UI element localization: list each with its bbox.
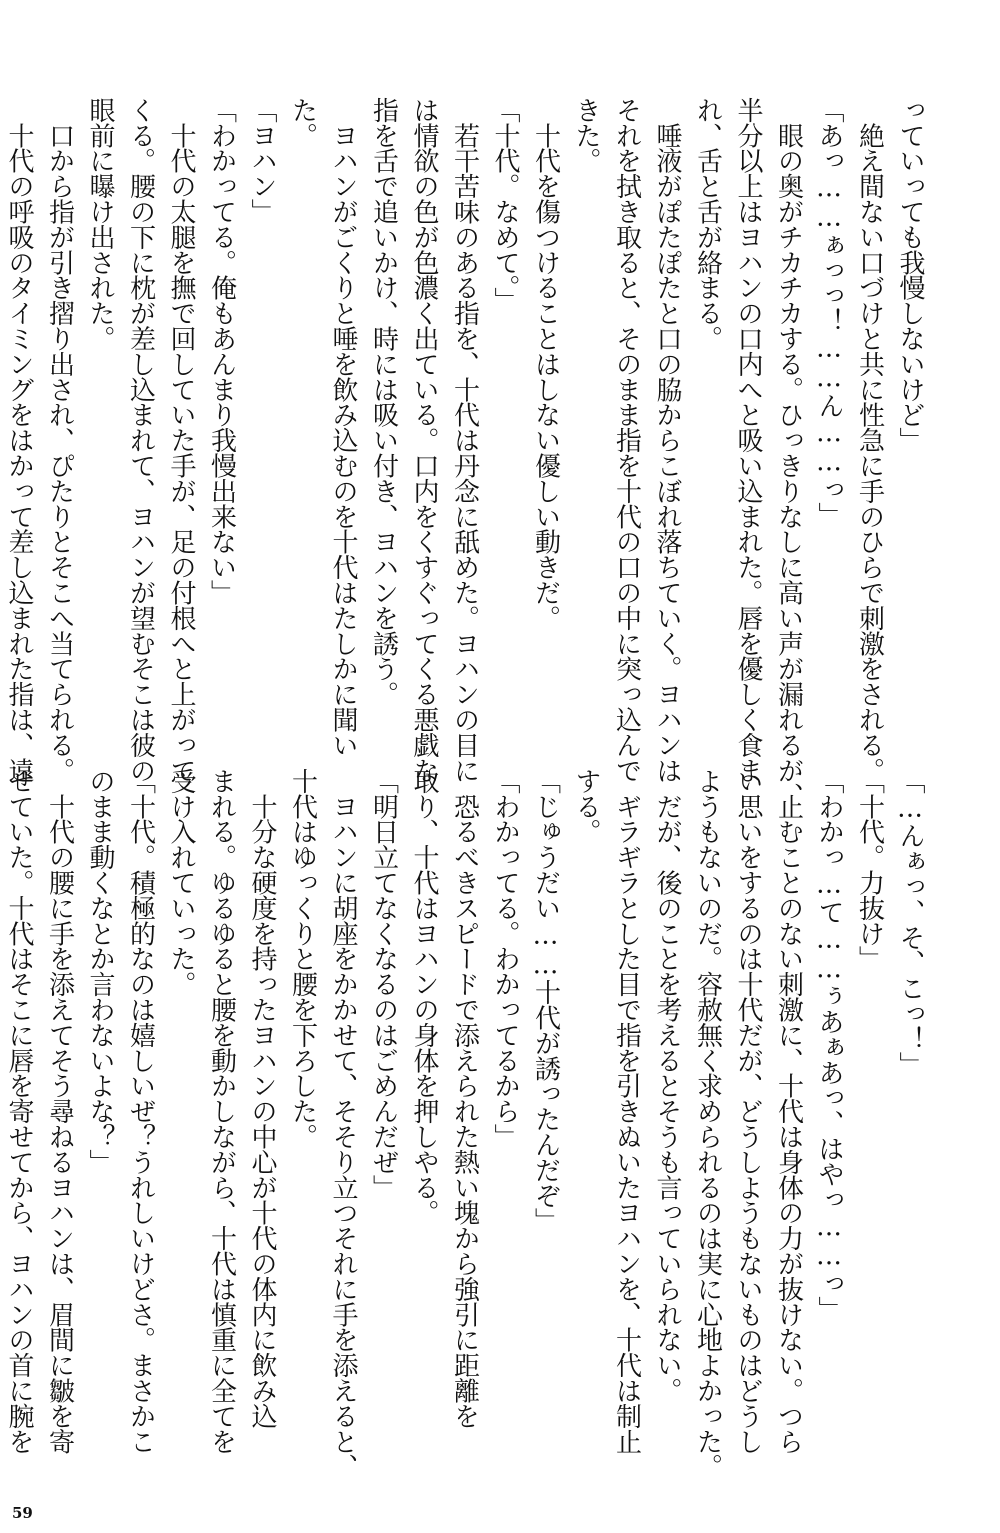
upper-text-block [0, 97, 930, 809]
text-line: っていっても我慢しないけど」 [895, 97, 925, 453]
text-line: くる。腰の下に枕が差し込まれて、ヨハンが望むそこは彼の [125, 97, 156, 783]
text-line: 十分な硬度を持ったヨハンの中心が十代の体内に飲み込 [247, 768, 277, 1429]
text-line: 「十代。積極的なのは嬉しいぜ？うれしいけどさ。まさかこ [125, 768, 156, 1454]
text-line: ヨハンに胡座をかかせて、そそり立つそれに手を添えると、 [328, 768, 358, 1480]
page-number: 59 [12, 1504, 33, 1522]
text-line: 「わかってる。わかってるから」 [490, 768, 520, 1150]
text-line: 唾液がぽたぽたと口の脇からこぼれ落ちていく。ヨハンは [652, 97, 682, 783]
text-line: 絶え間ない口づけと共に性急に手のひらで刺激をされる。 [854, 97, 885, 783]
text-line: 眼の奥がチカチカする。ひっきりなしに高い声が漏れるが、 [773, 97, 804, 809]
text-line: 「じゅうだい……十代が誘ったんだぞ」 [530, 768, 561, 1234]
text-line: のまま動くなとか言わないよな？」 [85, 768, 115, 1175]
text-line: い思いをするのは十代だが、どうしようもないものはどうし [733, 768, 763, 1454]
text-line: きた。 [571, 97, 601, 174]
text-line: 半分以上はヨハンの口内へと吸い込まれた。唇を優しく食ま [733, 97, 763, 783]
text-line: 止むことのない刺激に、十代は身体の力が抜けない。つら [773, 768, 804, 1454]
text-line: 「ヨハン」 [247, 97, 277, 225]
text-line: 受け入れていった。 [166, 768, 196, 997]
text-line: 「…んぁっ、そ、こっ！」 [895, 768, 925, 1077]
text-line: 眼前に曝け出された。 [85, 97, 115, 352]
text-line: それを拭き取ると、そのまま指を十代の口の中に突っ込んで [611, 97, 642, 783]
text-line: 十代の太腿を撫で回していた手が、足の付根へと上がって [166, 97, 196, 783]
text-line: 恐るべきスピードで添えられた熱い塊から強引に距離を [449, 768, 480, 1429]
text-line: 十代の呼吸のタイミングをはかって差し込まれた指は、遠 [4, 97, 34, 783]
text-line: せていた。十代はそこに唇を寄せてから、ヨハンの首に腕を [4, 768, 34, 1454]
text-line: れ、舌と舌が絡まる。 [692, 97, 723, 352]
text-line: 十代の腰に手を添えてそう尋ねるヨハンは、眉間に皺を寄 [44, 768, 75, 1454]
text-line: だが、後のことを考えるとそうも言っていられない。 [652, 768, 682, 1404]
text-line: 「明日立てなくなるのはごめんだぜ」 [368, 768, 399, 1200]
text-line: ようもないのだ。容赦無く求められるのは実に心地よかった。 [692, 768, 723, 1480]
text-line: た。 [287, 97, 318, 148]
text-line: 「わかっ…て……ぅあぁあっ、はやっ……っ」 [814, 768, 844, 1322]
text-line: 取り、十代はヨハンの身体を押しやる。 [409, 768, 439, 1226]
text-line: ギラギラとした目で指を引きぬいたヨハンを、十代は制止 [611, 768, 642, 1454]
lower-text-block [0, 768, 930, 1480]
text-line: する。 [571, 768, 601, 845]
text-line: 十代はゆっくりと腰を下ろした。 [287, 768, 318, 1150]
text-line: 「十代。なめて。」 [490, 97, 520, 313]
text-line: 若干苦味のある指を、十代は丹念に舐めた。ヨハンの目に [449, 97, 480, 783]
text-line: 「十代。力抜け」 [854, 768, 885, 972]
text-line: 「あっ……ぁっっ！……ん……っ」 [814, 97, 844, 528]
text-line: 「わかってる。俺もあんまり我慢出来ない」 [206, 97, 237, 606]
text-line: 口から指が引き摺り出され、ぴたりとそこへ当てられる。 [44, 97, 75, 783]
text-line: まれる。ゆるゆると腰を動かしながら、十代は慎重に全てを [206, 768, 237, 1454]
text-line: 十代を傷つけることはしない優しい動きだ。 [530, 97, 561, 631]
text-line: 指を舌で追いかけ、時には吸い付き、ヨハンを誘う。 [368, 97, 399, 707]
text-line: ヨハンがごくりと唾を飲み込むのを十代はたしかに聞い [328, 97, 358, 758]
text-line: は情欲の色が色濃く出ている。口内をくすぐってくる悪戯な [409, 97, 439, 783]
